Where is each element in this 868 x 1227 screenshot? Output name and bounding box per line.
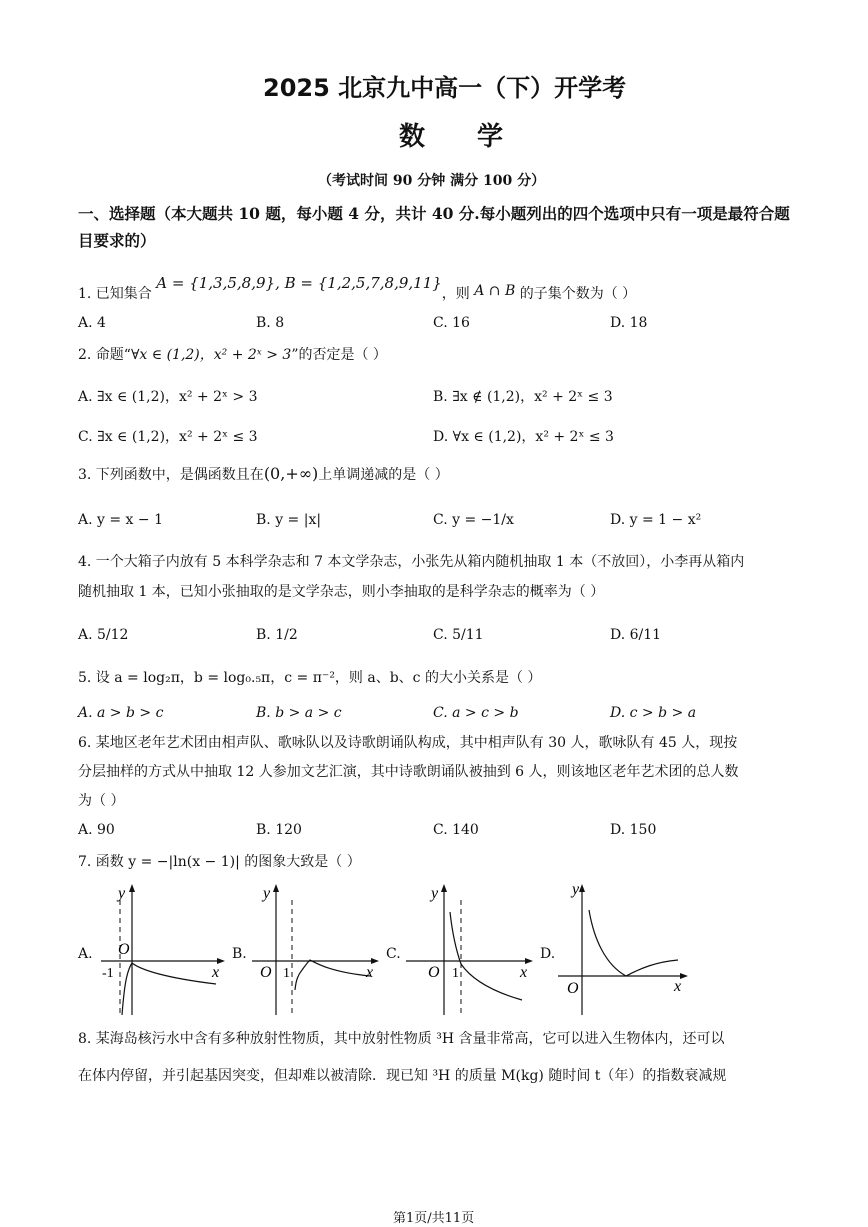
q6-option-d[interactable]: D. 150: [610, 822, 657, 838]
q3-option-d[interactable]: D. y = 1 − x²: [610, 512, 702, 528]
q2-suffix: ”的否定是（ ）: [291, 347, 387, 363]
origin-label: O: [118, 941, 130, 958]
q2-prefix: 2. 命题“: [78, 347, 131, 363]
q4-option-b[interactable]: B. 1/2: [256, 627, 298, 643]
q3-interval: (0,+∞): [263, 464, 319, 483]
q1-option-b[interactable]: B. 8: [256, 315, 285, 331]
q1-sets: A = {1,3,5,8,9}, B = {1,2,5,7,8,9,11}: [156, 274, 442, 292]
q2-option-d[interactable]: D. ∀x ∈ (1,2)，x² + 2ˣ ≤ 3: [433, 429, 614, 445]
q7-graph-a[interactable]: [96, 880, 226, 1020]
question-2-stem: [78, 346, 387, 364]
x-label: x: [366, 964, 374, 981]
q7-graph-c[interactable]: [404, 880, 534, 1020]
q4-option-c[interactable]: C. 5/11: [433, 627, 484, 643]
x-label: x: [520, 964, 528, 981]
q5-option-b[interactable]: B. b > a > c: [256, 705, 342, 721]
q3-suffix: 上单调递减的是（ ）: [318, 467, 449, 483]
q5-option-a[interactable]: A. a > b > c: [78, 705, 164, 721]
q7-option-a[interactable]: A.: [78, 946, 93, 962]
q1-option-a[interactable]: A. 4: [78, 315, 106, 331]
question-6-line-1: 6. 某地区老年艺术团由相声队、歌咏队以及诗歌朗诵队构成，其中相声队有 30 人，歌咏队有 45 人，现按: [78, 735, 738, 751]
q5-option-c[interactable]: C. a > c > b: [433, 705, 519, 721]
y-axis-arrow-icon: [273, 884, 279, 892]
q6-option-c[interactable]: C. 140: [433, 822, 479, 838]
q7-graph-b[interactable]: [250, 880, 380, 1020]
q2-option-a[interactable]: A. ∃x ∈ (1,2)，x² + 2ˣ > 3: [78, 389, 258, 405]
q1-mid: ，则: [441, 286, 470, 302]
question-6-line-2: 分层抽样的方式从中抽取 12 人参加文艺汇演，其中诗歌朗诵队被抽到 6 人，则该地区老年艺术团的总人数: [78, 764, 739, 780]
page-title: 2025 北京九中高一（下）开学考: [263, 74, 627, 102]
question-4-line-1: 4. 一个大箱子内放有 5 本科学杂志和 7 本文学杂志，小张先从箱内随机抽取 1 本（不放回），小李再从箱内: [78, 554, 745, 570]
q6-option-a[interactable]: A. 90: [78, 822, 115, 838]
q4-option-a[interactable]: A. 5/12: [78, 627, 129, 643]
q2-option-b[interactable]: B. ∃x ∉ (1,2)，x² + 2ˣ ≤ 3: [433, 389, 613, 405]
q3-option-b[interactable]: B. y = |x|: [256, 512, 322, 528]
exam-note: （考试时间 90 分钟 满分 100 分）: [318, 173, 546, 189]
y-axis-arrow-icon: [579, 884, 585, 892]
question-3-stem: [78, 465, 449, 484]
curve: [122, 963, 216, 1015]
q3-prefix: 3. 下列函数中，是偶函数且在: [78, 467, 264, 483]
y-label: y: [263, 885, 271, 902]
q1-prefix: 1. 已知集合: [78, 286, 152, 302]
subject-title: 数学: [399, 122, 556, 152]
q2-expr: ∀x ∈ (1,2)，x² + 2ˣ > 3: [130, 347, 292, 363]
q7-graph-d[interactable]: [556, 880, 690, 1020]
y-label: y: [431, 885, 439, 902]
q7-option-c[interactable]: C.: [386, 946, 401, 962]
question-8-line-1: 8. 某海岛核污水中含有多种放射性物质，其中放射性物质 ³H 含量非常高，它可以进入生物体内，还可以: [78, 1031, 725, 1047]
question-8-line-2: 在体内停留，并引起基因突变，但却难以被清除．现已知 ³H 的质量 M(kg) 随时间 t（年）的指数衰减规: [78, 1068, 727, 1084]
y-axis-arrow-icon: [441, 884, 447, 892]
question-7-stem: 7. 函数 y = −|ln(x − 1)| 的图象大致是（ ）: [78, 854, 361, 870]
origin-label: O: [567, 980, 579, 997]
section-heading: 一、选择题（本大题共 10 题，每小题 4 分，共计 40 分.每小题列出的四个选项中只有一项是最符合题目要求的）: [78, 204, 790, 250]
q3-option-a[interactable]: A. y = x − 1: [78, 512, 163, 528]
q6-option-b[interactable]: B. 120: [256, 822, 302, 838]
question-1-stem: [78, 274, 637, 303]
q3-option-c[interactable]: C. y = −1/x: [433, 512, 514, 528]
one-label: 1: [452, 966, 459, 981]
q2-option-c[interactable]: C. ∃x ∈ (1,2)，x² + 2ˣ ≤ 3: [78, 429, 258, 445]
origin-label: O: [428, 964, 440, 981]
curve: [295, 960, 370, 990]
q5-option-d[interactable]: D. c > b > a: [610, 705, 697, 721]
x-label: x: [212, 964, 220, 981]
question-4-line-2: 随机抽取 1 本，已知小张抽取的是文学杂志，则小李抽取的是科学杂志的概率为（ ）: [78, 584, 605, 600]
q7-option-b[interactable]: B.: [232, 946, 247, 962]
q1-suffix: 的子集个数为（ ）: [519, 286, 637, 302]
y-label: y: [572, 881, 580, 898]
y-label: y: [118, 885, 126, 902]
neg-one-label: -1: [102, 966, 114, 981]
q1-option-d[interactable]: D. 18: [610, 315, 648, 331]
curve: [589, 910, 678, 976]
q1-intersection: A ∩ B: [474, 283, 516, 299]
question-5-stem: 5. 设 a = log₂π，b = log₀.₅π，c = π⁻²，则 a、b、c 的大小关系是（ ）: [78, 670, 542, 686]
x-axis-arrow-icon: [680, 973, 688, 979]
q7-option-d[interactable]: D.: [540, 946, 556, 962]
y-axis-arrow-icon: [129, 884, 135, 892]
x-label: x: [674, 978, 682, 995]
origin-label: O: [260, 964, 272, 981]
q1-option-c[interactable]: C. 16: [433, 315, 470, 331]
one-label: 1: [283, 966, 290, 981]
page-footer: 第1页/共11页: [393, 1211, 475, 1226]
q4-option-d[interactable]: D. 6/11: [610, 627, 662, 643]
question-6-line-3: 为（ ）: [78, 793, 125, 809]
